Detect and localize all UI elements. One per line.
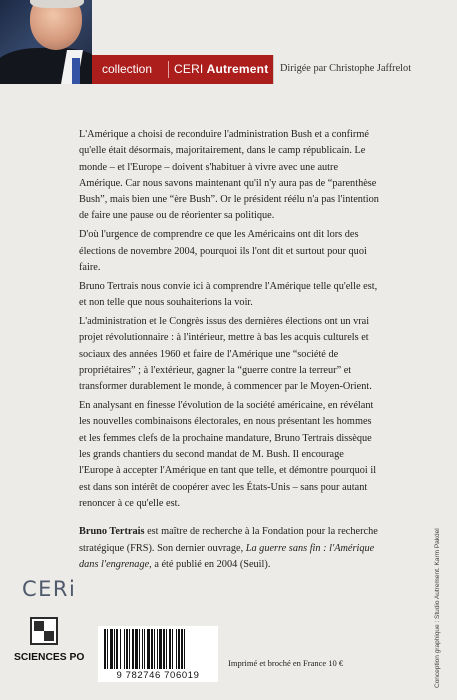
emblem-cell [34, 621, 44, 631]
barcode-bar [184, 629, 185, 669]
barcode-bar [116, 629, 118, 669]
barcode-bar [176, 629, 177, 669]
ceri-logo: CERi [22, 577, 77, 601]
barcode-bar [126, 629, 128, 669]
isbn-number: 9 782746 706019 [116, 670, 200, 681]
barcode-bar [104, 629, 106, 669]
ceri-autrement-label [174, 62, 268, 76]
paragraph-4: L'administration et le Congrès issus des dernières élections ont un vrai projet révolutionnaire : à l'intérieur, mettre à bas les acquis culturels et sociaux des années 1960 et faire de l'Amérique une “société de propriétaires” ; à l'extérieur, gagner la “guerre contre la terreur” et transformer durablement le monde, à commencer par le Moyen-Orient. [79, 316, 372, 393]
bio-text-2: , a été publié en 2004 (Seuil). [149, 558, 271, 570]
ceri-label: CERI [174, 62, 204, 76]
autrement-label: Autrement [206, 62, 269, 76]
barcode-bar [163, 629, 165, 669]
barcode-bar [124, 629, 125, 669]
book-title: La guerre sans fin : l'Amérique dans l'engrenage [79, 542, 375, 570]
collection-band [92, 55, 273, 84]
design-credits: Conception graphique : Studio Autrement. Karm Pakdel [434, 528, 441, 688]
printed-in-price: Imprimé et broché en France 10 € [228, 658, 344, 668]
barcode-bar [178, 629, 180, 669]
emblem-cell [44, 631, 54, 641]
barcode-bar [142, 629, 143, 669]
paragraph-3: Bruno Tertrais nous convie ici à comprendre l'Amérique telle qu'elle est, et non telle que nous souhaiterions la voir. [79, 280, 378, 309]
barcode-bar [120, 629, 121, 669]
barcode-bar [114, 629, 115, 669]
paragraph-2: D'où l'urgence de comprendre ce que les Américains ont dit lors des élections de novembre 2004, pourquoi ils l'ont dit et surtout pour quoi faire. [79, 229, 367, 273]
collection-label: collection [102, 62, 153, 76]
barcode-bar [135, 629, 138, 669]
barcode-bar [107, 629, 108, 669]
barcode-bar [139, 629, 140, 669]
barcode-bar [159, 629, 162, 669]
barcode-bar [157, 629, 158, 669]
back-cover-text [79, 127, 379, 576]
paragraph-1: L'Amérique a choisi de reconduire l'administration Bush et a confirmé qu'elle était désormais, majoritairement, dans le camp républicain. Le monde – et l'Europe – doivent s'habituer à vivre avec une autre Amérique. Car nous savons maintenant qu'il n'y aura pas de “parenthèse Bush”, mais bien une “ère Bush”. Or le président réélu n'a pas l'intention de faire une pause ou de réorienter sa politique. [79, 129, 379, 222]
sciences-po-label: SCIENCES PO [14, 652, 85, 663]
barcode-bar [129, 629, 130, 669]
author-name: Bruno Tertrais [79, 526, 145, 538]
isbn-barcode [98, 626, 218, 682]
barcode-bar [154, 629, 155, 669]
band-divider [273, 55, 274, 84]
photo-tie [72, 58, 80, 84]
barcode-bar [110, 629, 113, 669]
series-director: Dirigée par Christophe Jaffrelot [280, 63, 412, 74]
barcode-bar [151, 629, 153, 669]
sciences-po-emblem [30, 617, 58, 645]
barcode-bar [147, 629, 150, 669]
barcode-bar [181, 629, 183, 669]
barcode-bar [132, 629, 134, 669]
barcode-bar [169, 629, 171, 669]
bio-text-1: est maître de recherche à la Fondation pour la recherche stratégique (FRS). Son dernier ouvrage, [79, 526, 378, 554]
band-separator [168, 61, 169, 78]
paragraph-5: En analysant en finesse l'évolution de la société américaine, en révélant les nouvelles combinaisons électorales, en nous présentant les hommes et les femmes clefs de la prochaine mandature, Bruno Tertrais dissèque les grands chantiers du second mandat de M. Bush. Il encourage l'Europe à accepter l'Amérique en tant que telle, et démontre pourquoi il est dans son intérêt de coopérer avec les États-Unis – sans pour autant renoncer à ce qu'elle est. [79, 400, 377, 509]
barcode-bar [172, 629, 173, 669]
barcode-bar [166, 629, 167, 669]
barcode-bar [144, 629, 145, 669]
barcode-bars [104, 629, 212, 669]
author-bio [79, 524, 379, 573]
cover-photo [0, 0, 92, 84]
photo-hair [30, 0, 84, 8]
